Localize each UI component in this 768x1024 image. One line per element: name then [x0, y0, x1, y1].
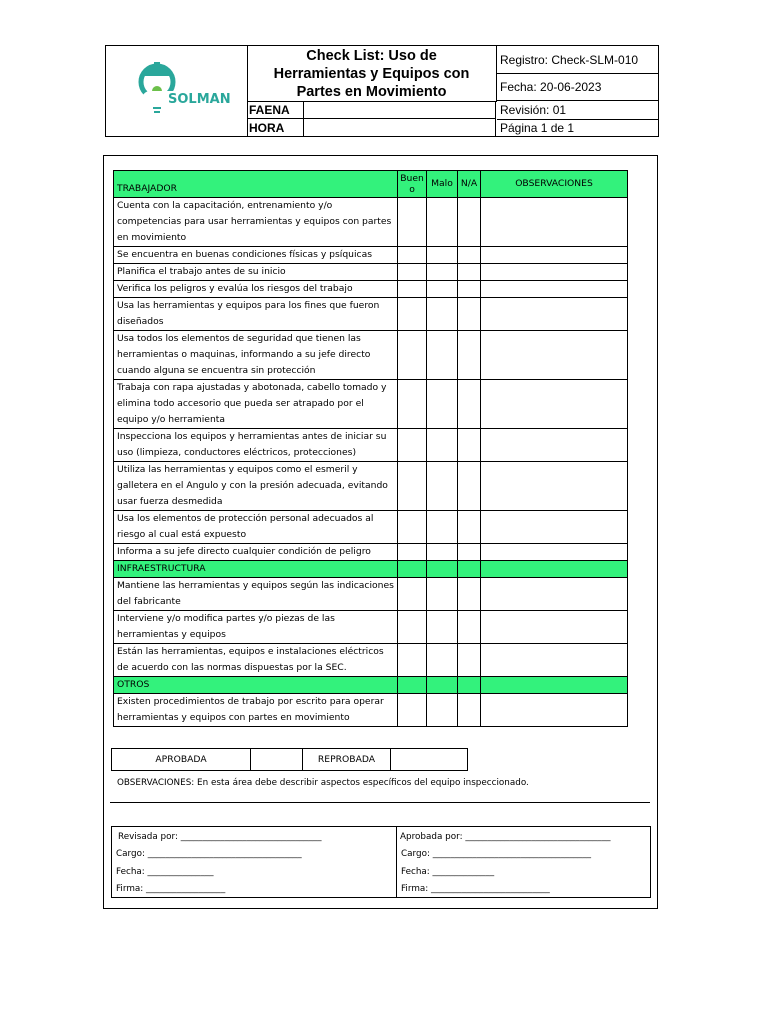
pagina-field: Página 1 de 1 [500, 121, 575, 135]
observaciones-cell[interactable] [481, 544, 628, 561]
checklist-table [113, 170, 628, 727]
na-cell[interactable] [458, 198, 481, 247]
na-cell[interactable] [458, 511, 481, 544]
observaciones-cell[interactable] [481, 247, 628, 264]
section-blank-cell [427, 677, 458, 694]
malo-cell[interactable] [427, 429, 458, 462]
bueno-cell[interactable] [398, 544, 427, 561]
observaciones-cell[interactable] [481, 694, 628, 727]
checklist-item-text: Usa todos los elementos de seguridad que tienen las herramientas o maquinas, informando a su jefe directo cuando alguna se encuentra sin protección [114, 331, 398, 380]
checklist-item-row [114, 380, 628, 429]
section-header-trabajador: TRABAJADOR [114, 171, 398, 198]
na-cell[interactable] [458, 544, 481, 561]
malo-cell[interactable] [427, 298, 458, 331]
na-cell[interactable] [458, 644, 481, 677]
faena-label: FAENA [247, 101, 304, 118]
reprobada-label: REPROBADA [302, 748, 391, 771]
aprobada-por-field[interactable]: Aprobada por: _________________________________ [400, 832, 611, 842]
bueno-cell[interactable] [398, 429, 427, 462]
bueno-cell[interactable] [398, 247, 427, 264]
na-cell[interactable] [458, 247, 481, 264]
malo-cell[interactable] [427, 247, 458, 264]
checklist-item-row [114, 281, 628, 298]
checklist-item-text: Usa los elementos de protección personal adecuados al riesgo al cual está expuesto [114, 511, 398, 544]
column-na: N/A [458, 171, 481, 198]
bueno-cell[interactable] [398, 331, 427, 380]
column-observaciones: OBSERVACIONES [481, 171, 628, 198]
document-title: Check List: Uso de Herramientas y Equipos con Partes en Movimiento [247, 46, 497, 102]
company-logo [106, 46, 248, 136]
observations-note [117, 778, 529, 788]
approval-row [111, 748, 468, 771]
observaciones-cell[interactable] [481, 429, 628, 462]
malo-cell[interactable] [427, 331, 458, 380]
na-cell[interactable] [458, 429, 481, 462]
na-cell[interactable] [458, 298, 481, 331]
solman-logo-icon [106, 46, 247, 136]
checklist-item-row [114, 544, 628, 561]
aprobada-label: APROBADA [111, 748, 251, 771]
checklist-item-row [114, 611, 628, 644]
malo-cell[interactable] [427, 264, 458, 281]
checklist-item-row [114, 511, 628, 544]
section-blank-cell [458, 677, 481, 694]
aprobada-box[interactable] [250, 748, 303, 771]
checklist-item-row [114, 331, 628, 380]
observaciones-cell[interactable] [481, 380, 628, 429]
bueno-cell[interactable] [398, 198, 427, 247]
fecha-left-field[interactable]: Fecha: _______________ [116, 867, 214, 877]
malo-cell[interactable] [427, 281, 458, 298]
checklist-item-row [114, 198, 628, 247]
observaciones-cell[interactable] [481, 578, 628, 611]
bueno-cell[interactable] [398, 511, 427, 544]
checklist-item-text: Usa las herramientas y equipos para los fines que fueron diseñados [114, 298, 398, 331]
observaciones-cell[interactable] [481, 331, 628, 380]
checklist-item-text: Mantiene las herramientas y equipos según las indicaciones del fabricante [114, 578, 398, 611]
checklist-item-text: Planifica el trabajo antes de su inicio [114, 264, 398, 281]
section-infraestructura-label: INFRAESTRUCTURA [114, 561, 398, 578]
column-bueno: Buen o [398, 171, 427, 198]
checklist-item-text: Verifica los peligros y evalúa los riesgos del trabajo [114, 281, 398, 298]
checklist-item-row [114, 578, 628, 611]
section-blank-cell [398, 677, 427, 694]
section-blank-cell [481, 677, 628, 694]
checklist-item-text: Inspecciona los equipos y herramientas antes de iniciar su uso (limpieza, conductores eléctricos, protecciones) [114, 429, 398, 462]
na-cell[interactable] [458, 264, 481, 281]
observaciones-cell[interactable] [481, 511, 628, 544]
bueno-cell[interactable] [398, 264, 427, 281]
fecha-field: Fecha: 20-06-2023 [497, 74, 659, 101]
malo-cell[interactable] [427, 511, 458, 544]
checklist-item-text: Existen procedimientos de trabajo por escrito para operar herramientas y equipos con partes en movimiento [114, 694, 398, 727]
na-cell[interactable] [458, 380, 481, 429]
checklist-item-text: Interviene y/o modifica partes y/o piezas de las herramientas y equipos [114, 611, 398, 644]
malo-cell[interactable] [427, 644, 458, 677]
observaciones-cell[interactable] [481, 644, 628, 677]
checklist-item-text: Trabaja con rapa ajustadas y abotonada, cabello tomado y elimina todo accesorio que pueda ser atrapado por el equipo y/o herramienta [114, 380, 398, 429]
firma-left-field[interactable]: Firma: __________________ [116, 884, 226, 894]
checklist-item-row [114, 264, 628, 281]
reprobada-box[interactable] [390, 748, 468, 771]
bueno-cell[interactable] [398, 380, 427, 429]
cargo-right-field[interactable]: Cargo: ____________________________________ [401, 849, 592, 859]
document-header [105, 45, 659, 137]
section-blank-cell [458, 561, 481, 578]
logo-text: SOLMAN [168, 92, 231, 107]
bueno-cell[interactable] [398, 462, 427, 511]
na-cell[interactable] [458, 694, 481, 727]
na-cell[interactable] [458, 462, 481, 511]
revision-field: Revisión: 01 [497, 101, 659, 120]
section-blank-cell [481, 561, 628, 578]
checklist-item-row [114, 462, 628, 511]
checklist-item-row [114, 247, 628, 264]
na-cell[interactable] [458, 611, 481, 644]
bueno-cell[interactable] [398, 644, 427, 677]
firma-right-field[interactable]: Firma: ___________________________ [401, 884, 550, 894]
malo-cell[interactable] [427, 198, 458, 247]
na-cell[interactable] [458, 578, 481, 611]
observaciones-cell[interactable] [481, 611, 628, 644]
checklist-item-text: Se encuentra en buenas condiciones físicas y psíquicas [114, 247, 398, 264]
malo-cell[interactable] [427, 694, 458, 727]
registro-field: Registro: Check-SLM-010 [497, 46, 659, 74]
malo-cell[interactable] [427, 462, 458, 511]
section-infraestructura [114, 561, 628, 578]
malo-cell[interactable] [427, 611, 458, 644]
bueno-cell[interactable] [398, 611, 427, 644]
malo-cell[interactable] [427, 380, 458, 429]
checklist-item-row [114, 429, 628, 462]
section-blank-cell [427, 561, 458, 578]
bueno-cell[interactable] [398, 578, 427, 611]
section-otros-label: OTROS [114, 677, 398, 694]
malo-cell[interactable] [427, 544, 458, 561]
checklist-header-row [114, 171, 628, 198]
checklist-item-text: Cuenta con la capacitación, entrenamiento y/o competencias para usar herramientas y equipos con partes en movimiento [114, 198, 398, 247]
na-cell[interactable] [458, 331, 481, 380]
bueno-cell[interactable] [398, 298, 427, 331]
observations-line[interactable] [110, 802, 650, 803]
faena-row [247, 101, 496, 119]
observaciones-cell[interactable] [481, 264, 628, 281]
checklist-item-row [114, 644, 628, 677]
hora-row [247, 119, 496, 137]
observaciones-cell[interactable] [481, 462, 628, 511]
observations-text: En esta área debe describir aspectos específicos del equipo inspeccionado. [194, 778, 529, 788]
section-otros [114, 677, 628, 694]
na-cell[interactable] [458, 281, 481, 298]
checklist-item-text: Informa a su jefe directo cualquier condición de peligro [114, 544, 398, 561]
malo-cell[interactable] [427, 578, 458, 611]
observaciones-cell[interactable] [481, 198, 628, 247]
bueno-cell[interactable] [398, 694, 427, 727]
observaciones-cell[interactable] [481, 281, 628, 298]
fecha-right-field[interactable]: Fecha: ______________ [401, 867, 495, 877]
hora-label: HORA [247, 119, 304, 137]
checklist-item-row [114, 694, 628, 727]
bueno-cell[interactable] [398, 281, 427, 298]
revisada-por-field[interactable]: Revisada por: ________________________________ [118, 832, 322, 842]
cargo-left-field[interactable]: Cargo: ___________________________________ [116, 849, 302, 859]
observations-label: OBSERVACIONES: [117, 778, 195, 788]
checklist-item-text: Están las herramientas, equipos e instalaciones eléctricos de acuerdo con las normas dispuestas por la SEC. [114, 644, 398, 677]
checklist-item-text: Utiliza las herramientas y equipos como el esmeril y galletera en el Angulo y con la presión adecuada, evitando usar fuerza desmedida [114, 462, 398, 511]
column-malo: Malo [427, 171, 458, 198]
signature-divider [396, 827, 397, 897]
observaciones-cell[interactable] [481, 298, 628, 331]
signature-box [111, 826, 651, 898]
checklist-item-row [114, 298, 628, 331]
section-blank-cell [398, 561, 427, 578]
